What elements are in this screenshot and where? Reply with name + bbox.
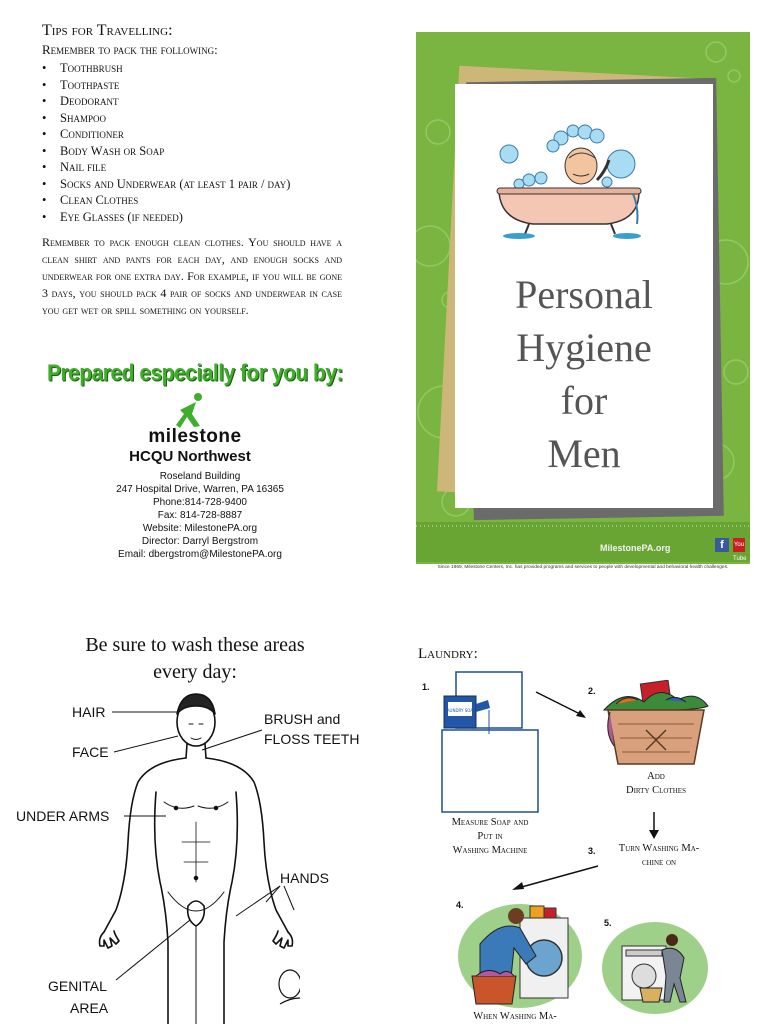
facebook-icon[interactable]: f	[715, 538, 729, 552]
step-2-caption	[596, 770, 716, 798]
list-item: • Eye Glasses (if needed)	[42, 209, 290, 226]
label-genital: GENITAL	[48, 978, 107, 994]
clean-clothes-paragraph: Remember to pack enough clean clothes. You should have a clean shirt and pants for each day, and enough socks and underwear for one extra day. For example, if you will be gone 3 days, you should pack 4 pair of socks and underwear in case you get wet or spill something on yourself.	[42, 235, 342, 317]
label-floss-teeth: FLOSS TEETH	[264, 731, 360, 747]
contact-director: Director: Darryl Bergstrom	[141, 536, 259, 547]
tips-subtitle: Remember to pack the following:	[42, 42, 218, 57]
youtube-icon[interactable]: You Tube	[733, 538, 745, 552]
step-number: 3.	[588, 846, 596, 856]
step-line: Washing Machine	[452, 845, 528, 856]
washing-machine-soap-icon	[438, 670, 542, 814]
contact-fax: Fax: 814-728-8887	[157, 510, 243, 521]
label-hair: HAIR	[72, 704, 106, 720]
bathtub-illustration-icon	[489, 122, 649, 242]
step-number: 2.	[588, 686, 596, 696]
cover-title-line: Hygiene	[516, 325, 652, 370]
list-item: • Deodorant	[42, 93, 290, 110]
cover-website[interactable]: MilestonePA.org	[600, 543, 671, 553]
step-number: 5.	[604, 918, 612, 928]
cover-title-line: for	[560, 378, 608, 423]
arrow-left-icon	[508, 864, 600, 894]
cover-note: Since 1969, Milestone Centers, Inc. has provided programs and services to people with developmental and behavioral health challenges.	[437, 565, 729, 570]
contact-website[interactable]: Website: MilestonePA.org	[142, 523, 258, 534]
loading-washer-icon	[456, 896, 586, 1010]
prepared-by-heading: Prepared especially for you by:	[46, 360, 344, 387]
laundry-basket-icon	[596, 680, 716, 770]
step-3-caption	[604, 842, 714, 870]
list-item: • Toothbrush	[42, 60, 290, 77]
list-item: • Toothpaste	[42, 77, 290, 94]
dotted-divider-icon	[416, 522, 750, 536]
wash-title-line: every day:	[153, 661, 237, 683]
list-item: • Body Wash or Soap	[42, 143, 290, 160]
step-line: Measure Soap and	[451, 817, 529, 828]
contact-info	[60, 470, 340, 561]
step-1-caption	[430, 816, 550, 858]
step-line: When Washing Ma-	[473, 1011, 557, 1022]
step-line: Add	[647, 771, 665, 782]
contact-building: Roseland Building	[159, 471, 241, 482]
laundry-title: Laundry:	[418, 646, 478, 662]
dryer-icon	[600, 916, 710, 1016]
label-hands: HANDS	[280, 870, 330, 886]
arrow-right-icon	[534, 688, 594, 724]
list-item: • Shampoo	[42, 110, 290, 127]
soap-label: LAUNDRY SOAP	[444, 708, 476, 713]
step-line: Turn Washing Ma-	[618, 843, 700, 854]
list-item: • Socks and Underwear (at least 1 pair / day)	[42, 176, 290, 193]
label-brush: BRUSH and	[264, 711, 341, 727]
wash-areas-title	[40, 632, 350, 686]
step-line: chine on	[641, 857, 677, 868]
step-line: Dirty Clothes	[626, 785, 686, 796]
cover-title-line: Personal	[515, 272, 653, 317]
step-number: 4.	[456, 900, 464, 910]
label-under-arms: UNDER ARMS	[16, 808, 110, 824]
list-item: • Nail file	[42, 159, 290, 176]
label-area: AREA	[70, 1000, 109, 1016]
cover-footer-band	[416, 522, 750, 562]
cover-title-line: Men	[547, 431, 621, 476]
label-face: FACE	[72, 744, 109, 760]
milestone-logo-icon	[170, 390, 210, 430]
contact-address: 247 Hospital Drive, Warren, PA 16365	[116, 484, 284, 495]
org-subtitle: HCQU Northwest	[129, 448, 251, 465]
cover-title	[455, 268, 713, 480]
step-number: 1.	[422, 682, 430, 692]
step-4-caption	[450, 1010, 580, 1024]
list-item: • Clean Clothes	[42, 192, 290, 209]
packing-list	[42, 60, 290, 225]
contact-phone: Phone:814-728-9400	[153, 497, 247, 508]
tips-title: Tips for Travelling:	[42, 22, 173, 39]
org-name: milestone	[148, 426, 242, 447]
arrow-down-icon	[646, 810, 662, 840]
wash-title-line: Be sure to wash these areas	[85, 634, 305, 656]
list-item: • Conditioner	[42, 126, 290, 143]
contact-email[interactable]: Email: dbergstrom@MilestonePA.org	[118, 549, 282, 560]
step-line: Put in	[477, 831, 503, 842]
